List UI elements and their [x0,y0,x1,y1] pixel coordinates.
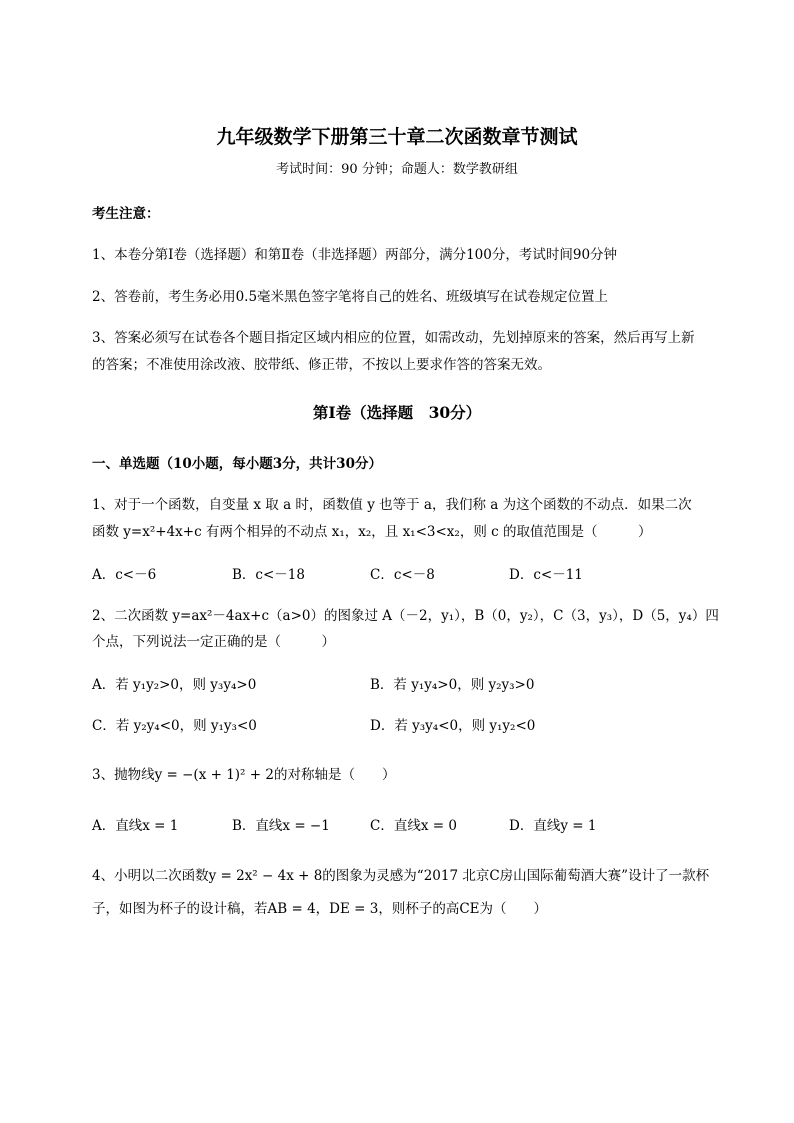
notice-item: 3、答案必须写在试卷各个题目指定区域内相应的位置，如需改动，先划掉原来的答案，然后再写上新 [92,330,695,346]
notice-item: 2、答卷前，考生务必用0.5毫米黑色签字笔将自己的姓名、班级填写在试卷规定位置上 [92,289,609,305]
question-1-option-d[interactable]: D．c<－11 [509,567,583,583]
part1-title: 第Ⅰ卷（选择题 30分） [312,403,482,422]
question-3-option-c[interactable]: C．直线x = 0 [370,818,457,834]
question-2-text: 2、二次函数 y=ax²－4ax+c（a>0）的图象过 A（－2，y₁），B（0，y₂），C（3，y₃），D（5，y₄）四 [92,608,719,624]
notice-item: 1、本卷分第Ⅰ卷（选择题）和第Ⅱ卷（非选择题）两部分，满分100分，考试时间90分钟 [92,247,618,263]
question-4-text: 子，如图为杯子的设计稿，若AB = 4，DE = 3，则杯子的高CE为（ ） [92,901,547,917]
question-2-option-a[interactable]: A．若 y₁y₂>0，则 y₃y₄>0 [92,677,257,693]
question-2-option-d[interactable]: D．若 y₃y₄<0，则 y₁y₂<0 [370,718,536,734]
question-3-option-a[interactable]: A．直线x = 1 [92,818,179,834]
question-3-option-b[interactable]: B．直线x = −1 [232,818,330,834]
question-3-text: 3、抛物线y = −(x + 1)² + 2的对称轴是（ ） [92,767,396,783]
question-1-text: 函数 y=x²+4x+c 有两个相异的不动点 x₁，x₂，且 x₁<3<x₂，则 c 的取值范围是（ ） [92,524,652,540]
question-2-option-c[interactable]: C．若 y₂y₄<0，则 y₁y₃<0 [92,718,257,734]
question-2-text: 个点，下列说法一定正确的是（ ） [92,634,335,650]
exam-info: 考试时间：90 分钟；命题人：数学教研组 [276,162,518,177]
section-heading: 一、单选题（10小题，每小题3分，共计30分） [92,456,382,472]
question-1-option-a[interactable]: A．c<－6 [92,567,157,583]
page-title: 九年级数学下册第三十章二次函数章节测试 [216,126,578,148]
question-1-option-c[interactable]: C．c<－8 [370,567,435,583]
question-1-option-b[interactable]: B．c<－18 [232,567,305,583]
question-1-text: 1、对于一个函数，自变量 x 取 a 时，函数值 y 也等于 a，我们称 a 为这个函数的不动点．如果二次 [92,497,692,513]
notice-item: 的答案；不准使用涂改液、胶带纸、修正带，不按以上要求作答的答案无效。 [92,357,551,373]
question-4-text: 4、小明以二次函数y = 2x² − 4x + 8的图象为灵感为“2017 北京C房山国际葡萄酒大赛”设计了一款杯 [92,868,710,884]
question-2-option-b[interactable]: B．若 y₁y₄>0，则 y₂y₃>0 [370,677,535,693]
notice-heading: 考生注意： [92,206,160,222]
question-3-option-d[interactable]: D．直线y = 1 [509,818,597,834]
